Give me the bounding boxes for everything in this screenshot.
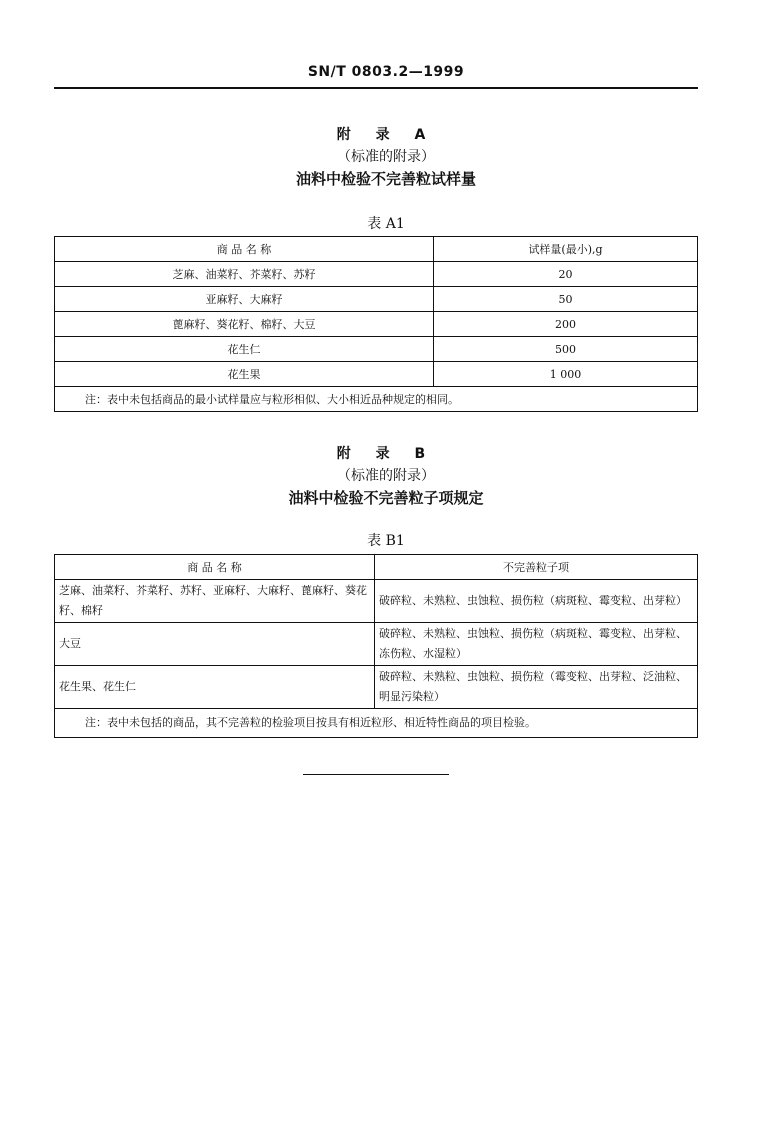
table-note: 注：表中未包括商品的最小试样量应与粒形相似、大小相近品种规定的相同。 [55, 387, 698, 412]
commodity-cell: 大豆 [55, 623, 375, 666]
sample-size-cell: 500 [434, 337, 698, 362]
table-row [55, 666, 698, 709]
imperfect-items-cell: 破碎粒、未熟粒、虫蚀粒、损伤粒（病斑粒、霉变粒、出芽粒、冻伤粒、水湿粒） [375, 623, 698, 666]
column-header-commodity: 商 品 名 称 [55, 237, 434, 262]
table-row [55, 362, 698, 387]
sample-size-cell: 1 000 [434, 362, 698, 387]
table-note-row [55, 387, 698, 412]
commodity-cell: 花生果 [55, 362, 434, 387]
imperfect-items-cell: 破碎粒、未熟粒、虫蚀粒、损伤粒（霉变粒、出芽粒、泛油粒、明显污染粒） [375, 666, 698, 709]
table-a1-caption: 表 A1 [367, 216, 405, 232]
table-row [55, 337, 698, 362]
appendix-b-heading: 油料中检验不完善粒子项规定 [288, 489, 484, 507]
table-row [55, 312, 698, 337]
column-header-commodity: 商 品 名 称 [55, 555, 375, 580]
commodity-cell: 芝麻、油菜籽、芥菜籽、苏籽、亚麻籽、大麻籽、蓖麻籽、葵花籽、棉籽 [55, 580, 375, 623]
column-header-imperfect-items: 不完善粒子项 [375, 555, 698, 580]
column-header-sample-size: 试样量(最小),g [434, 237, 698, 262]
table-b1 [54, 554, 698, 738]
end-rule [303, 774, 449, 775]
sample-size-cell: 50 [434, 287, 698, 312]
commodity-cell: 花生果、花生仁 [55, 666, 375, 709]
appendix-b-subtitle: （标准的附录） [337, 468, 435, 484]
appendix-a-subtitle: （标准的附录） [337, 149, 435, 165]
table-note-row [55, 709, 698, 738]
sample-size-cell: 200 [434, 312, 698, 337]
appendix-a-heading: 油料中检验不完善粒试样量 [295, 170, 476, 188]
table-header-row [55, 237, 698, 262]
sample-size-cell: 20 [434, 262, 698, 287]
table-row [55, 262, 698, 287]
table-note: 注：表中未包括的商品，其不完善粒的检验项目按具有相近粒形、相近特性商品的项目检验。 [55, 709, 698, 738]
standard-code: SN/T 0803.2—1999 [307, 64, 465, 80]
commodity-cell: 芝麻、油菜籽、芥菜籽、苏籽 [55, 262, 434, 287]
table-row [55, 287, 698, 312]
appendix-b-title: 附 录 B [336, 446, 436, 462]
appendix-a-title: 附 录 A [336, 127, 436, 143]
table-header-row [55, 555, 698, 580]
table-a1 [54, 236, 698, 412]
imperfect-items-cell: 破碎粒、未熟粒、虫蚀粒、损伤粒（病斑粒、霉变粒、出芽粒） [375, 580, 698, 623]
table-b1-caption: 表 B1 [367, 533, 405, 549]
commodity-cell: 蓖麻籽、葵花籽、棉籽、大豆 [55, 312, 434, 337]
commodity-cell: 花生仁 [55, 337, 434, 362]
commodity-cell: 亚麻籽、大麻籽 [55, 287, 434, 312]
table-row [55, 580, 698, 623]
header-rule [54, 87, 698, 89]
table-row [55, 623, 698, 666]
